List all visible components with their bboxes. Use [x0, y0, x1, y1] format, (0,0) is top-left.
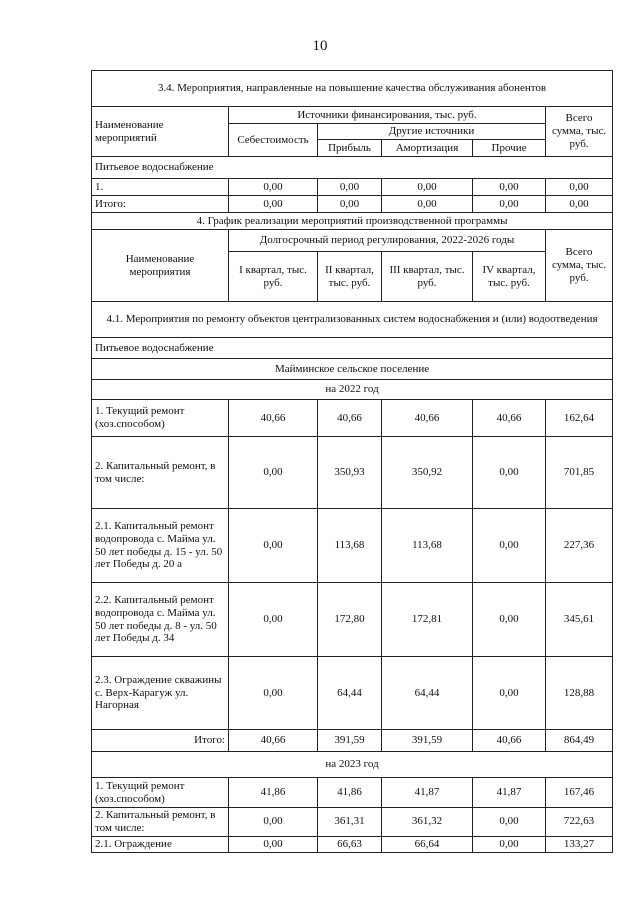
- col-header-total: Всего сумма, тыс. руб.: [546, 230, 613, 302]
- cell: 0,00: [318, 196, 382, 213]
- cell: 391,59: [382, 730, 473, 752]
- cell: 40,66: [318, 400, 382, 437]
- col-header-name: Наименование мероприятия: [92, 230, 229, 302]
- col-header-amort: Амортизация: [382, 140, 473, 157]
- row-name: 2.1. Ограждение: [92, 836, 229, 852]
- col-header-other: Другие источники: [318, 124, 546, 140]
- group-label: Питьевое водоснабжение: [92, 338, 613, 359]
- col-header-cost: Себестоимость: [229, 124, 318, 157]
- document-table: [91, 70, 613, 853]
- col-header-name: Наименование мероприятий: [92, 107, 229, 157]
- cell: 0,00: [473, 179, 546, 196]
- year-label-2022: на 2022 год: [92, 380, 613, 400]
- section-3-4-title: 3.4. Мероприятия, направленные на повышение качества обслуживания абонентов: [92, 71, 613, 107]
- cell: 361,31: [318, 808, 382, 837]
- cell: 113,68: [318, 509, 382, 583]
- cell: 172,80: [318, 583, 382, 657]
- cell: 0,00: [229, 583, 318, 657]
- table-row: [92, 179, 613, 196]
- table-row: [92, 196, 613, 213]
- cell: 350,93: [318, 437, 382, 509]
- row-name: 2.1. Капитальный ремонт водопровода с. Майма ул. 50 лет победы д. 15 - ул. 50 лет Победы д. 20 а: [92, 509, 229, 583]
- section-4-title: 4. График реализации мероприятий производственной программы: [92, 213, 613, 230]
- row-name: 2. Капитальный ремонт, в том числе:: [92, 808, 229, 837]
- col-header-q4: IV квартал, тыс. руб.: [473, 252, 546, 302]
- cell: 0,00: [229, 196, 318, 213]
- table-row: [92, 509, 613, 583]
- cell: 40,66: [229, 400, 318, 437]
- cell: 133,27: [546, 836, 613, 852]
- cell: 0,00: [229, 836, 318, 852]
- cell: 701,85: [546, 437, 613, 509]
- table-row: [92, 836, 613, 852]
- col-header-period: Долгосрочный период регулирования, 2022-2026 годы: [229, 230, 546, 252]
- col-header-profit: Прибыль: [318, 140, 382, 157]
- col-header-q1: I квартал, тыс. руб.: [229, 252, 318, 302]
- settlement-label: Майминское сельское поселение: [92, 359, 613, 380]
- table-row: [92, 778, 613, 808]
- col-header-q3: III квартал, тыс. руб.: [382, 252, 473, 302]
- cell: 361,32: [382, 808, 473, 837]
- cell: 40,66: [229, 730, 318, 752]
- year-label-2023: на 2023 год: [92, 752, 613, 778]
- cell: 864,49: [546, 730, 613, 752]
- cell: 41,87: [382, 778, 473, 808]
- row-name: Итого:: [92, 196, 229, 213]
- table-row: [92, 808, 613, 837]
- group-label: Питьевое водоснабжение: [92, 157, 613, 179]
- cell: 41,86: [229, 778, 318, 808]
- table-row: [92, 400, 613, 437]
- cell: 0,00: [382, 196, 473, 213]
- cell: 167,46: [546, 778, 613, 808]
- cell: 0,00: [473, 583, 546, 657]
- cell: 227,36: [546, 509, 613, 583]
- row-name: 2. Капитальный ремонт, в том числе:: [92, 437, 229, 509]
- cell: 0,00: [382, 179, 473, 196]
- cell: 0,00: [473, 836, 546, 852]
- cell: 0,00: [229, 179, 318, 196]
- cell: 0,00: [318, 179, 382, 196]
- cell: 345,61: [546, 583, 613, 657]
- col-header-misc: Прочие: [473, 140, 546, 157]
- cell: 391,59: [318, 730, 382, 752]
- page-number: 10: [312, 38, 328, 54]
- cell: 0,00: [473, 509, 546, 583]
- cell: 0,00: [473, 196, 546, 213]
- table-row: [92, 437, 613, 509]
- cell: 162,64: [546, 400, 613, 437]
- cell: 0,00: [229, 657, 318, 730]
- cell: 66,63: [318, 836, 382, 852]
- cell: 128,88: [546, 657, 613, 730]
- row-name: 2.2. Капитальный ремонт водопровода с. Майма ул. 50 лет победы д. 8 - ул. 50 лет Победы д. 34: [92, 583, 229, 657]
- cell: 722,63: [546, 808, 613, 837]
- cell: 0,00: [473, 657, 546, 730]
- row-name: 2.3. Ограждение скважины с. Верх-Карагуж ул. Нагорная: [92, 657, 229, 730]
- cell: 172,81: [382, 583, 473, 657]
- row-name: Итого:: [92, 730, 229, 752]
- row-name: 1.: [92, 179, 229, 196]
- cell: 64,44: [382, 657, 473, 730]
- cell: 40,66: [473, 730, 546, 752]
- row-name: 1. Текущий ремонт (хоз.способом): [92, 778, 229, 808]
- cell: 40,66: [473, 400, 546, 437]
- cell: 66,64: [382, 836, 473, 852]
- cell: 0,00: [546, 196, 613, 213]
- cell: 0,00: [229, 509, 318, 583]
- row-name: 1. Текущий ремонт (хоз.способом): [92, 400, 229, 437]
- table-row-total: [92, 730, 613, 752]
- cell: 0,00: [229, 808, 318, 837]
- cell: 113,68: [382, 509, 473, 583]
- cell: 40,66: [382, 400, 473, 437]
- table-row: [92, 657, 613, 730]
- cell: 64,44: [318, 657, 382, 730]
- cell: 0,00: [473, 437, 546, 509]
- cell: 0,00: [229, 437, 318, 509]
- cell: 350,92: [382, 437, 473, 509]
- table-row: [92, 583, 613, 657]
- col-header-total: Всего сумма, тыс. руб.: [546, 107, 613, 157]
- cell: 0,00: [546, 179, 613, 196]
- col-header-sources: Источники финансирования, тыс. руб.: [229, 107, 546, 124]
- cell: 0,00: [473, 808, 546, 837]
- subsection-4-1-title: 4.1. Мероприятия по ремонту объектов централизованных систем водоснабжения и (или) водоотведения: [92, 302, 613, 338]
- col-header-q2: II квартал, тыс. руб.: [318, 252, 382, 302]
- cell: 41,87: [473, 778, 546, 808]
- cell: 41,86: [318, 778, 382, 808]
